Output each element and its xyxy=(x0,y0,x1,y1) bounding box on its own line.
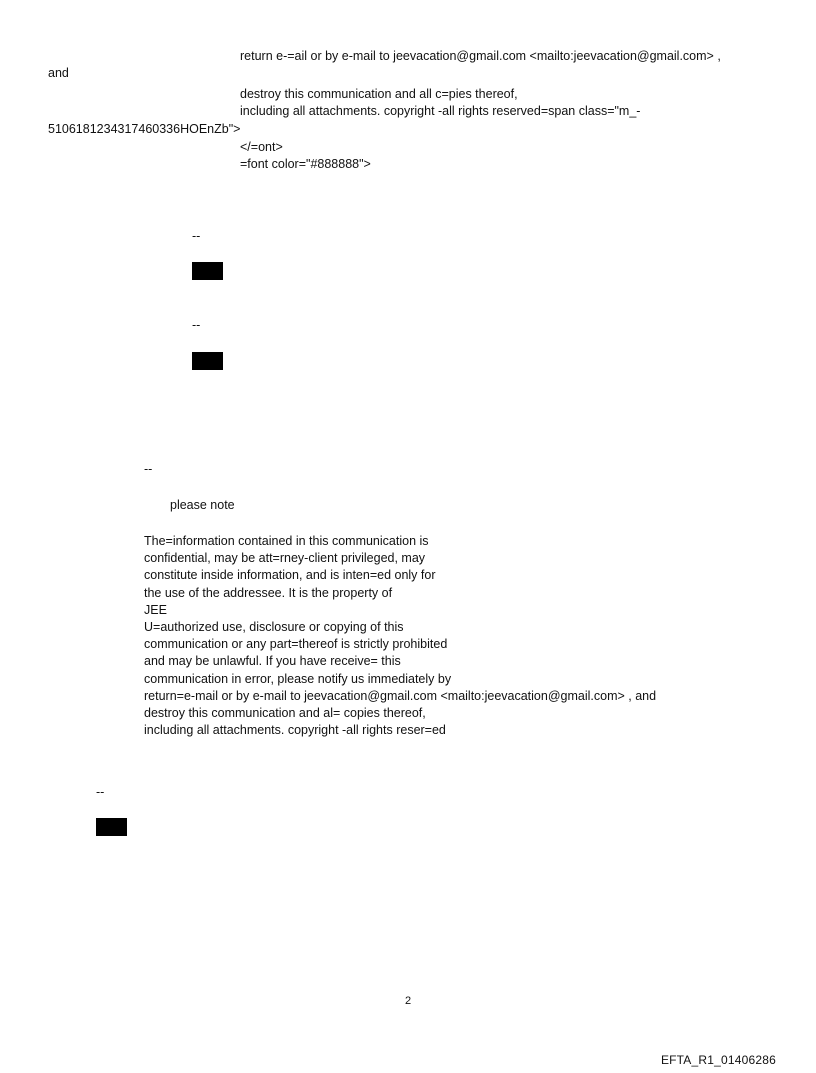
notice-line: and may be unlawful. If you have receive= this xyxy=(144,654,401,669)
email-text-line: return e-=ail or by e-mail to jeevacation@gmail.com <mailto:jeevacation@gmail.com> , xyxy=(240,49,721,63)
please-note-heading: please note xyxy=(170,498,235,512)
signature-separator: -- xyxy=(192,318,201,332)
notice-line: U=authorized use, disclosure or copying of this xyxy=(144,620,404,635)
notice-line: return=e-mail or by e-mail to jeevacation@gmail.com <mailto:jeevacation@gmail.com> , and xyxy=(144,688,657,703)
email-text-line: and xyxy=(48,66,69,80)
notice-line: including all attachments. copyright -all rights reser=ed xyxy=(144,723,446,738)
notice-line: destroy this communication and al= copies thereof, xyxy=(144,706,426,721)
notice-line: The=information contained in this communication is xyxy=(144,534,429,548)
notice-line: constitute inside information, and is inten=ed only for xyxy=(144,568,436,583)
notice-line: communication in error, please notify us immediately by xyxy=(144,671,452,686)
signature-separator: -- xyxy=(192,229,201,243)
email-text-line: destroy this communication and all c=pies thereof, xyxy=(240,87,518,101)
signature-separator: -- xyxy=(96,785,105,799)
redaction-box xyxy=(96,818,127,836)
redaction-box xyxy=(192,352,223,370)
email-text-line: 5106181234317460336HOEnZb"> xyxy=(48,122,241,136)
redaction-box xyxy=(192,262,223,280)
notice-line: communication or any part=thereof is strictly prohibited xyxy=(144,637,448,652)
document-id: EFTA_R1_01406286 xyxy=(660,1053,776,1067)
email-text-line: including all attachments. copyright -all rights reserved=span class="m_- xyxy=(240,104,641,118)
confidentiality-notice xyxy=(144,533,656,739)
page-number: 2 xyxy=(404,995,412,1007)
notice-line: JEE xyxy=(144,602,167,617)
email-text-line: </=ont> xyxy=(240,140,283,154)
notice-line: the use of the addressee. It is the property of xyxy=(144,585,393,600)
email-text-line: =font color="#888888"> xyxy=(240,157,371,171)
notice-line: confidential, may be att=rney-client privileged, may xyxy=(144,551,426,566)
signature-separator: -- xyxy=(144,462,153,476)
